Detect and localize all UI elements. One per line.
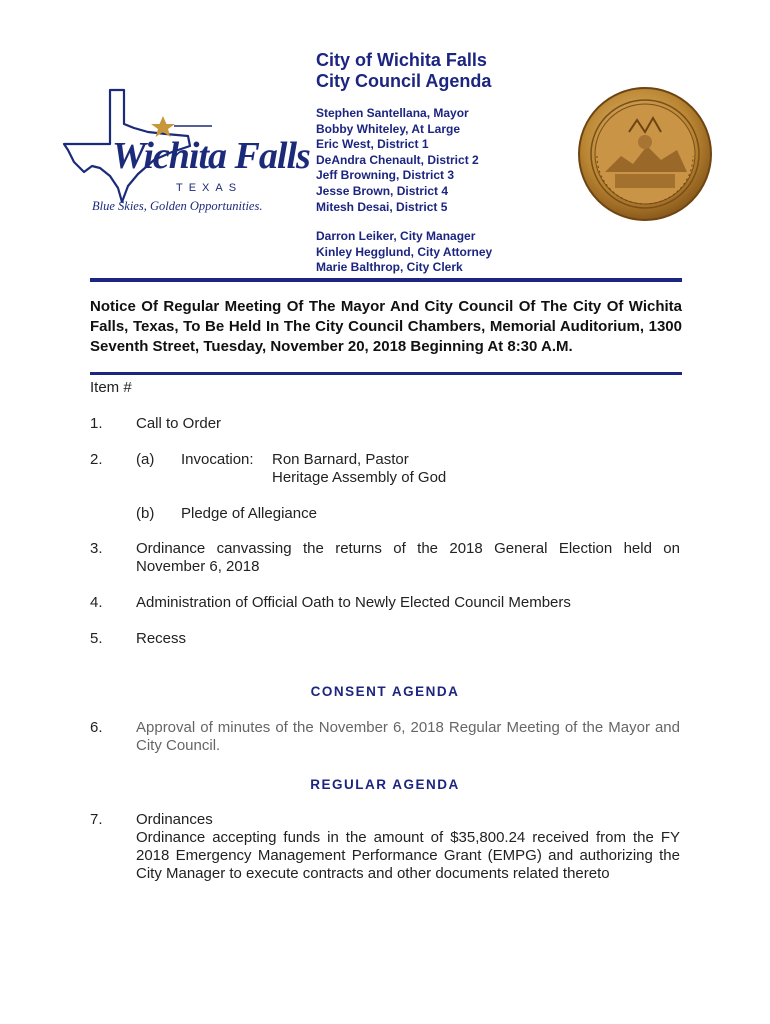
sub-item-label: (a): [136, 451, 155, 468]
item-text: Recess: [136, 630, 187, 647]
item-title: Ordinances: [136, 811, 213, 828]
sub-item-text: Heritage Assembly of God: [272, 469, 447, 486]
council-member: Mitesh Desai, District 5: [316, 199, 448, 214]
item-text: Approval of minutes of the November 6, 2018 Regular Meeting of the Mayor and City Council.: [136, 719, 680, 754]
logo-tagline: Blue Skies, Golden Opportunities.: [92, 199, 263, 213]
item-number: 3.: [90, 540, 103, 557]
city-seal-icon: [577, 86, 713, 222]
council-member: Stephen Santellana, Mayor: [316, 106, 469, 120]
item-text: Ordinance canvassing the returns of the 2018 General Election held on November 6, 2018: [136, 540, 680, 575]
regular-agenda-heading: REGULAR AGENDA: [310, 777, 460, 792]
council-roster: [316, 106, 479, 215]
staff-member: Darron Leiker, City Manager: [316, 229, 476, 243]
staff-roster: [316, 229, 492, 276]
council-member: Jesse Brown, District 4: [316, 183, 449, 198]
sub-item-text: Pledge of Allegiance: [181, 505, 317, 522]
item-column-header: Item #: [90, 379, 132, 396]
page-title: [316, 50, 491, 92]
logo-state: TEXAS: [176, 182, 243, 194]
staff-member: Marie Balthrop, City Clerk: [316, 260, 463, 275]
sub-item-title: Invocation:: [181, 451, 254, 468]
item-text: Ordinance accepting funds in the amount of $35,800.24 received from the FY 2018 Emergency Management Performance Grant (EMPG) and authorizing the City Manager to execute contracts and other documents related thereto: [136, 829, 680, 882]
item-number: 6.: [90, 719, 103, 736]
title-line-1: City of Wichita Falls: [316, 50, 487, 70]
item-number: 1.: [90, 415, 103, 432]
notice-divider: [90, 372, 682, 375]
item-number: 2.: [90, 451, 103, 468]
title-line-2: City Council Agenda: [316, 71, 492, 91]
meeting-notice: Notice Of Regular Meeting Of The Mayor And City Council Of The City Of Wichita Falls, Texas, To Be Held In The City Council Chambers, Memorial Auditorium, 1300 Seventh Street, Tuesday, November 20, 2018 Beginning At 8:30 A.M.: [90, 298, 682, 355]
staff-member: Kinley Hegglund, City Attorney: [316, 244, 493, 259]
item-number: 7.: [90, 811, 103, 828]
sub-item-label: (b): [136, 505, 155, 522]
logo-name: Wichita Falls: [112, 135, 310, 177]
council-member: Jeff Browning, District 3: [316, 168, 455, 183]
council-member: Bobby Whiteley, At Large: [316, 121, 461, 136]
council-member: DeAndra Chenault, District 2: [316, 152, 479, 167]
item-number: 5.: [90, 630, 103, 647]
consent-agenda-heading: CONSENT AGENDA: [310, 684, 460, 699]
sub-item-text: Ron Barnard, Pastor: [272, 451, 409, 468]
item-number: 4.: [90, 594, 103, 611]
item-text: Call to Order: [136, 415, 222, 432]
header-divider: [90, 278, 682, 282]
item-text: Administration of Official Oath to Newly Elected Council Members: [136, 594, 571, 611]
council-member: Eric West, District 1: [316, 137, 429, 152]
